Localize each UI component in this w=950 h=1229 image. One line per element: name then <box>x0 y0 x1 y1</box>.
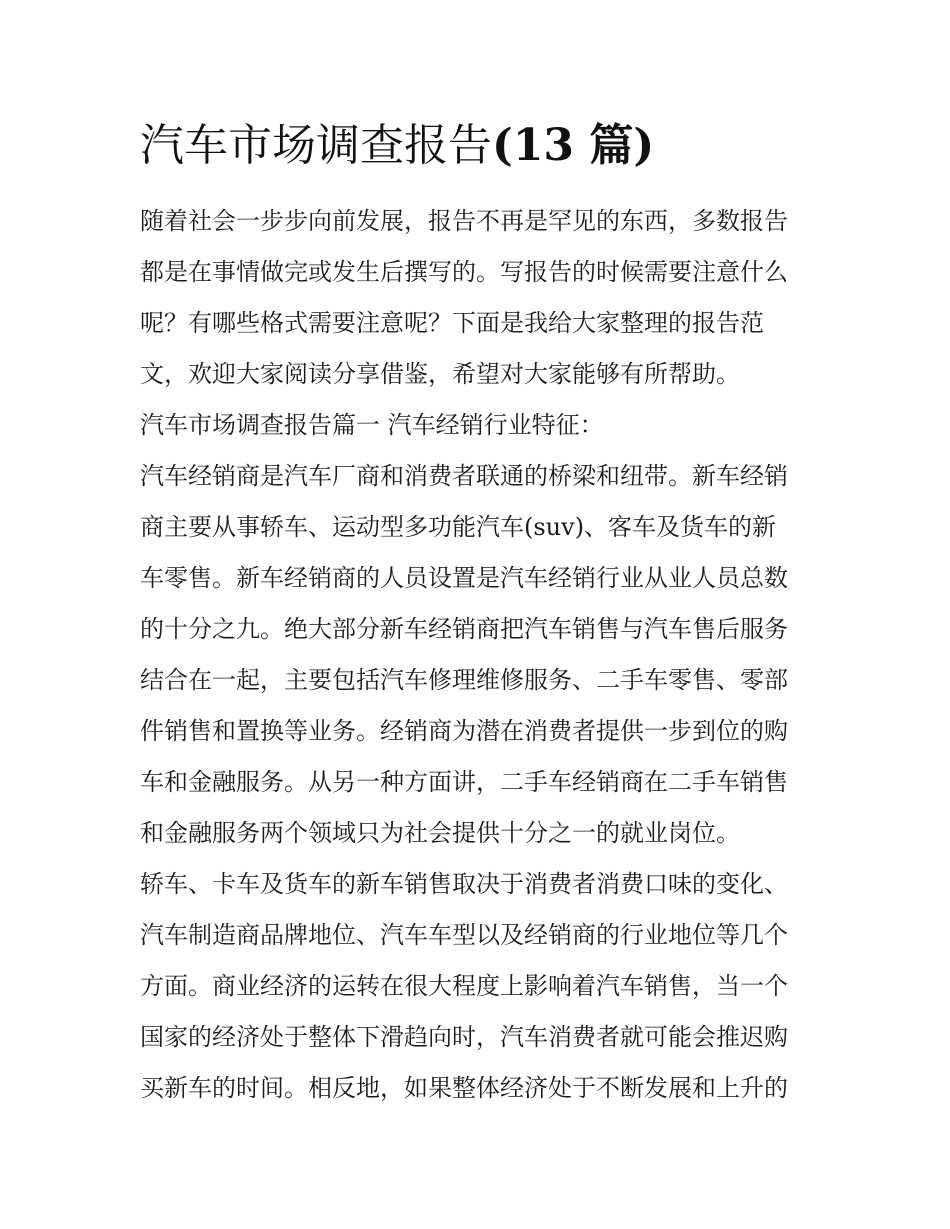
paragraph-line: 结合在一起，主要包括汽车修理维修服务、二手车零售、零部 <box>140 666 788 694</box>
paragraph-line: 件销售和置换等业务。经销商为潜在消费者提供一步到位的购 <box>140 717 788 745</box>
paragraph-line: 汽车经销商是汽车厂商和消费者联通的桥梁和纽带。新车经销 <box>140 462 788 490</box>
paragraph-line: 买新车的时间。相反地，如果整体经济处于不断发展和上升的 <box>140 1074 788 1102</box>
paragraph-line: 文，欢迎大家阅读分享借鉴，希望对大家能够有所帮助。 <box>140 360 740 388</box>
title-suffix: (13 篇) <box>492 120 655 171</box>
paragraph-line: 的十分之九。绝大部分新车经销商把汽车销售与汽车售后服务 <box>140 615 788 643</box>
paragraph-line: 和金融服务两个领域只为社会提供十分之一的就业岗位。 <box>140 819 740 847</box>
paragraph-line: 商主要从事轿车、运动型多功能汽车(suv)、客车及货车的新 <box>140 513 777 541</box>
paragraph-line: 随着社会一步步向前发展，报告不再是罕见的东西，多数报告 <box>140 207 788 235</box>
paragraph-line: 车零售。新车经销商的人员设置是汽车经销行业从业人员总数 <box>140 564 788 592</box>
paragraph-line: 汽车制造商品牌地位、汽车车型以及经销商的行业地位等几个 <box>140 921 788 949</box>
title-main: 汽车市场调查报告 <box>140 120 492 171</box>
paragraph-line: 国家的经济处于整体下滑趋向时，汽车消费者就可能会推迟购 <box>140 1023 788 1051</box>
section-heading-line: 汽车市场调查报告篇一 汽车经销行业特征： <box>140 411 604 439</box>
paragraph-line: 呢？有哪些格式需要注意呢？下面是我给大家整理的报告范 <box>140 309 764 337</box>
paragraph-line: 轿车、卡车及货车的新车销售取决于消费者消费口味的变化、 <box>140 870 788 898</box>
document-title <box>140 114 654 178</box>
paragraph-line: 方面。商业经济的运转在很大程度上影响着汽车销售，当一个 <box>140 972 788 1000</box>
paragraph-line: 都是在事情做完或发生后撰写的。写报告的时候需要注意什么 <box>140 258 788 286</box>
paragraph-line: 车和金融服务。从另一种方面讲，二手车经销商在二手车销售 <box>140 768 788 796</box>
